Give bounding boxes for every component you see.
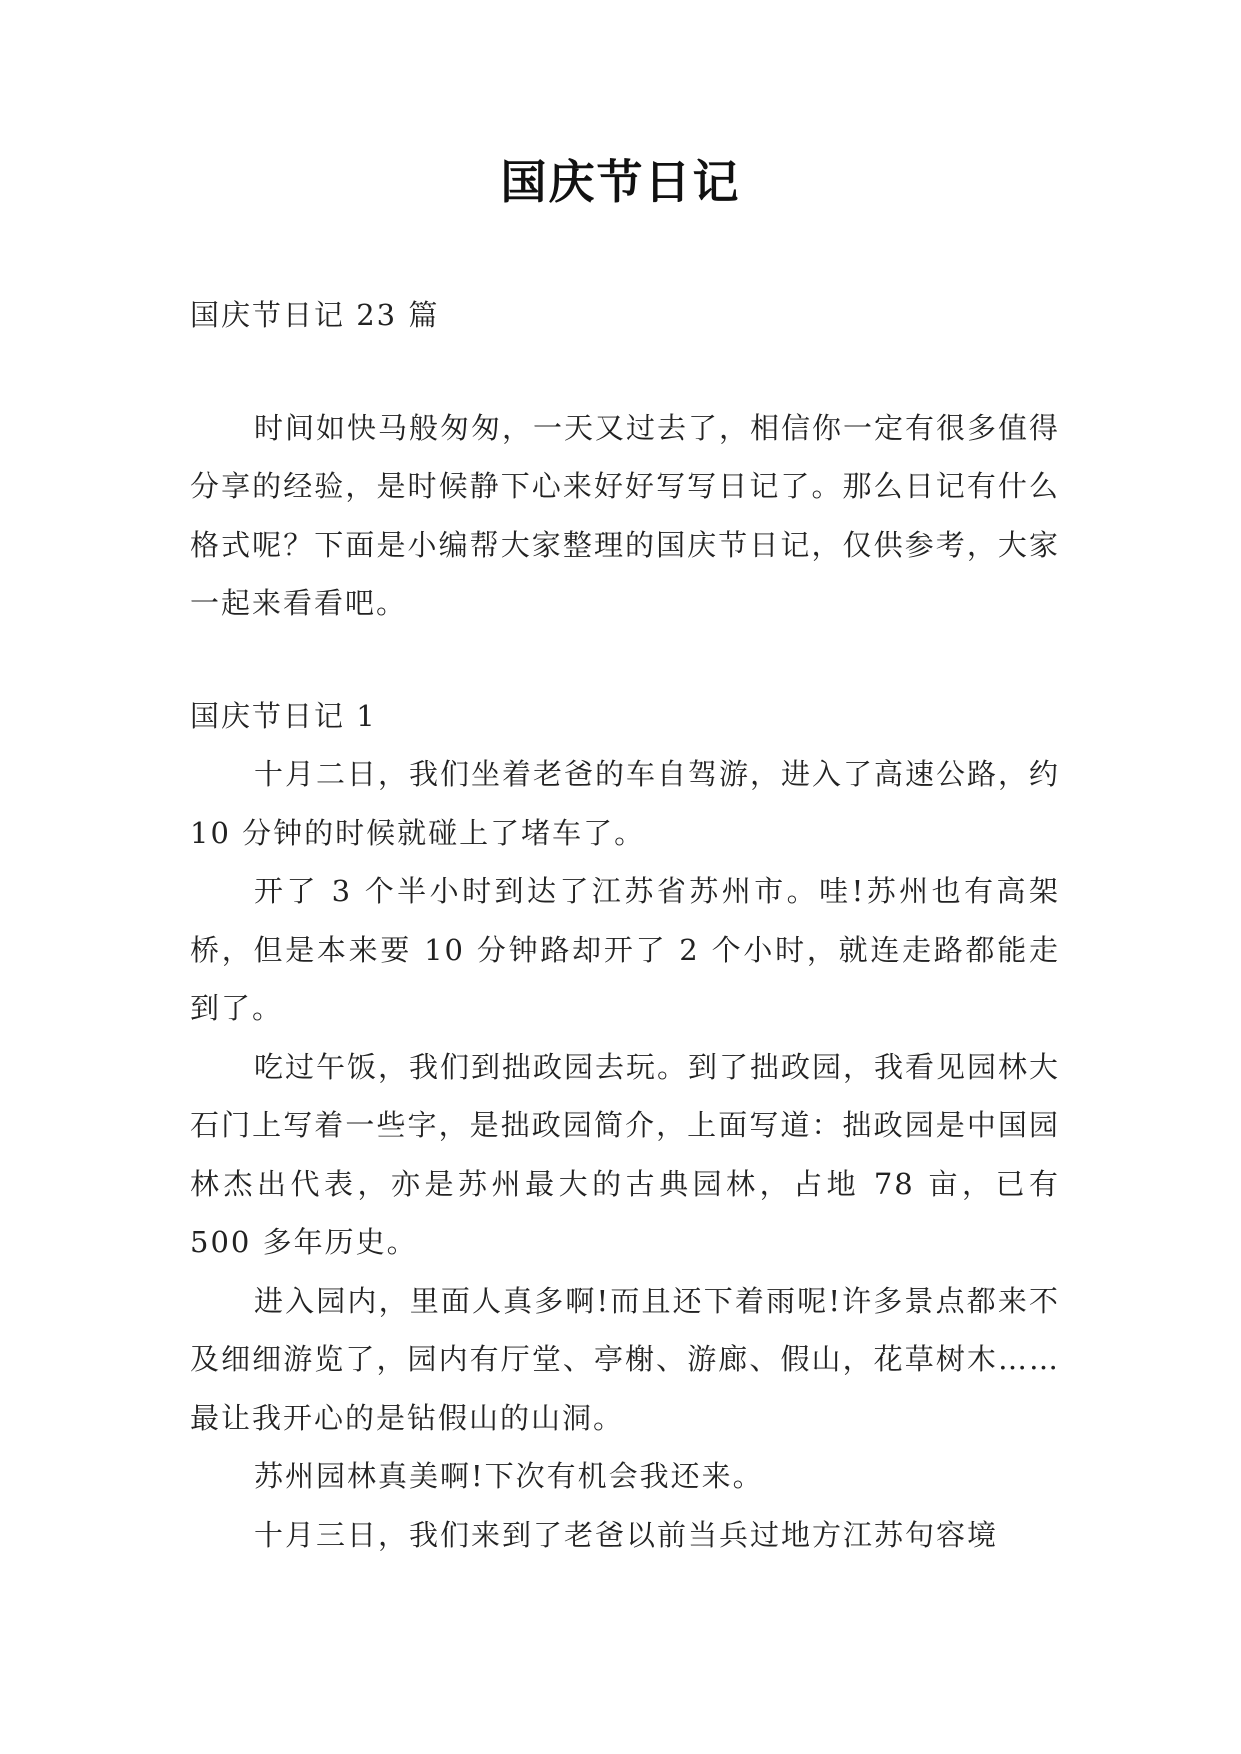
section-heading: 国庆节日记 1 [190, 698, 377, 733]
body-paragraph-6: 十月三日，我们来到了老爸以前当兵过地方江苏句容境 [254, 1517, 999, 1552]
body-paragraph-2: 开了 3 个半小时到达了江苏省苏州市。哇!苏州也有高架桥，但是本来要 10 分钟路却开了 2 个小时，就连走路都能走到了。 [190, 874, 1060, 1025]
document-subtitle: 国庆节日记 23 篇 [190, 298, 440, 332]
intro-paragraph: 时间如快马般匆匆，一天又过去了，相信你一定有很多值得分享的经验，是时候静下心来好好写写日记了。那么日记有什么格式呢？下面是小编帮大家整理的国庆节日记，仅供参考，大家一起来看看吧。 [190, 410, 1061, 620]
body-paragraph-3: 吃过午饭，我们到拙政园去玩。到了拙政园，我看见园林大石门上写着一些字，是拙政园简介，上面写道：拙政园是中国园林杰出代表，亦是苏州最大的古典园林，占地 78 亩，已有 500 多年历史。 [190, 1049, 1061, 1259]
body-paragraph-4: 进入园内，里面人真多啊!而且还下着雨呢!许多景点都来不及细细游览了，园内有厅堂、亭榭、游廊、假山，花草树木……最让我开心的是钻假山的山洞。 [190, 1283, 1060, 1435]
body-paragraph-1: 十月二日，我们坐着老爸的车自驾游，进入了高速公路，约 10 分钟的时候就碰上了堵车了。 [190, 757, 1061, 850]
document-body [190, 286, 1060, 1564]
body-paragraph-5: 苏州园林真美啊!下次有机会我还来。 [254, 1459, 764, 1493]
document-title: 国庆节日记 [500, 155, 741, 209]
